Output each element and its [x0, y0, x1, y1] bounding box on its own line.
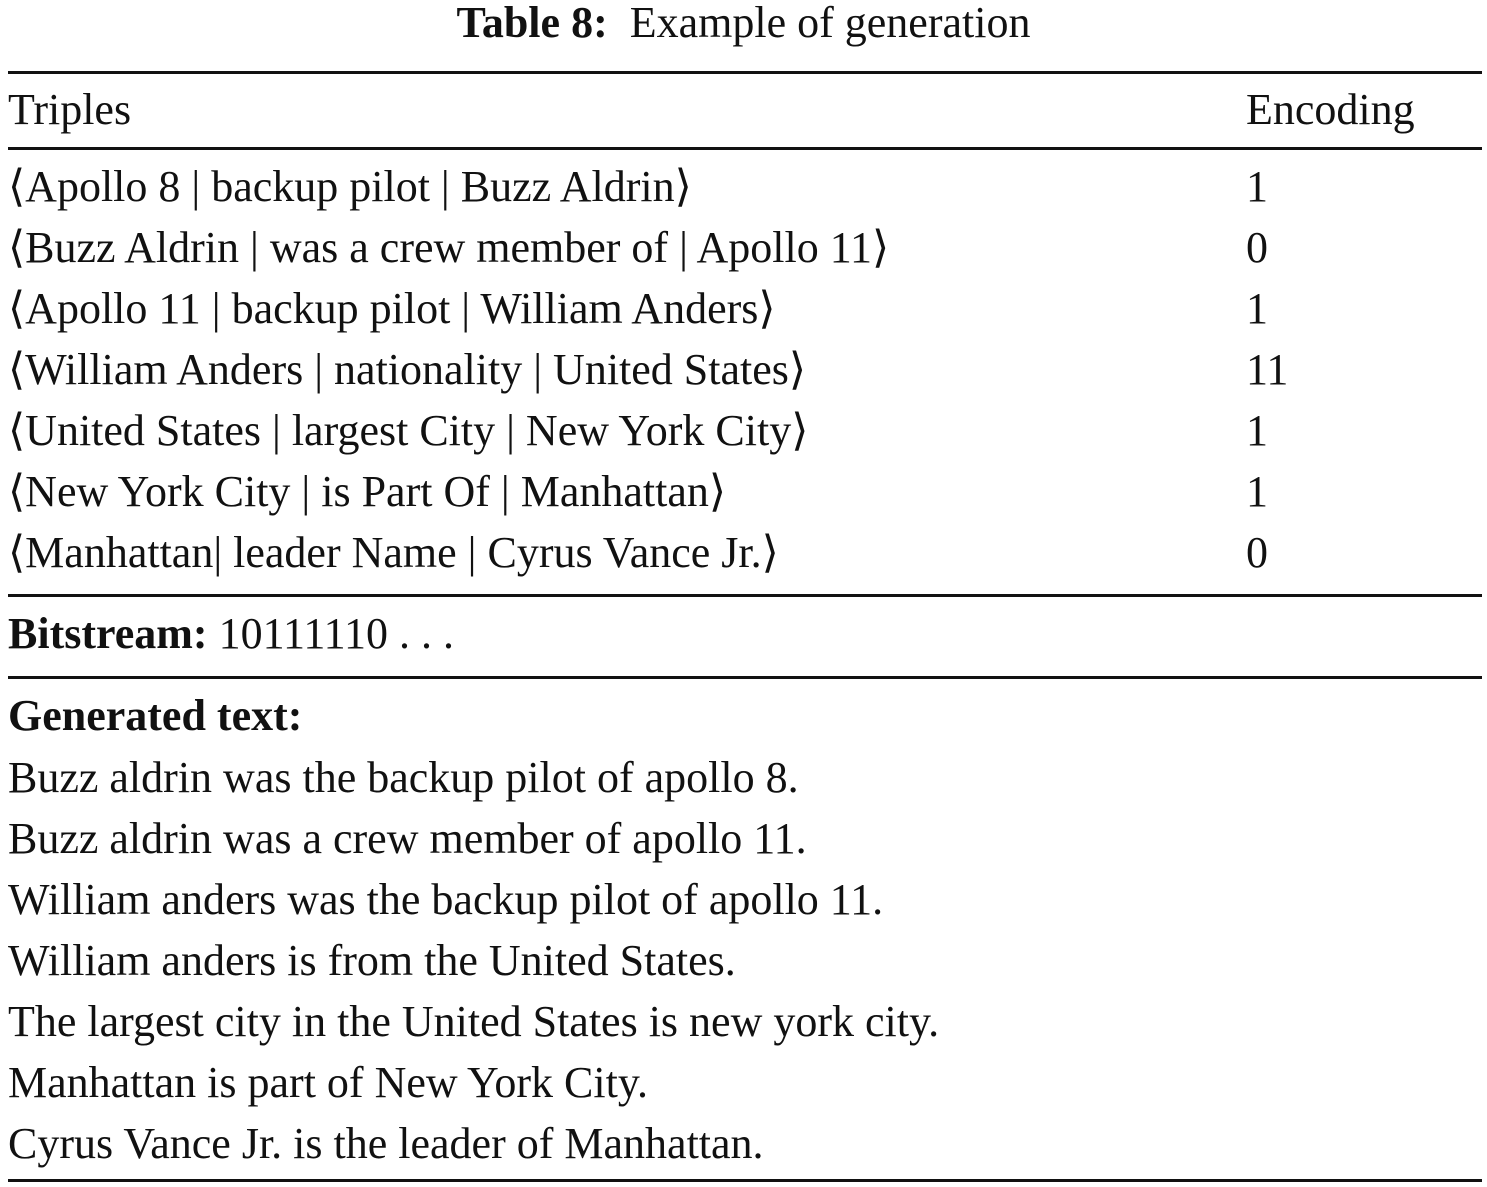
bitstream-content — [8, 604, 454, 664]
table-caption-label: Table 8: — [456, 0, 608, 47]
table-row — [8, 340, 1482, 400]
encoding-cell: 1 — [1246, 406, 1268, 455]
encoding-cell: 0 — [1246, 528, 1268, 577]
encoding-cell: 1 — [1246, 284, 1268, 333]
header-encoding: Encoding — [1246, 85, 1415, 134]
generated-line: Manhattan is part of New York City. — [8, 1058, 648, 1107]
table-row — [8, 157, 1482, 217]
header-rule — [8, 147, 1482, 150]
generated-line: William anders is from the United States. — [8, 936, 736, 985]
generated-line: William anders was the backup pilot of apollo 11. — [8, 875, 884, 924]
triple-cell: ⟨United States | largest City | New York City⟩ — [8, 406, 809, 455]
generated-top-rule — [8, 676, 1482, 679]
table-row — [8, 462, 1482, 522]
header-triples: Triples — [8, 85, 132, 134]
generated-line: Buzz aldrin was a crew member of apollo 11. — [8, 814, 807, 863]
bitstream-value: 10111110 . . . — [218, 609, 455, 658]
table-row — [8, 279, 1482, 339]
bitstream-row — [8, 604, 1482, 664]
bitstream-top-rule — [8, 594, 1482, 597]
table-caption — [0, 0, 1487, 50]
encoding-cell: 1 — [1246, 162, 1268, 211]
encoding-cell: 0 — [1246, 223, 1268, 272]
table-row — [8, 401, 1482, 461]
encoding-cell: 11 — [1246, 345, 1289, 394]
generated-line: Cyrus Vance Jr. is the leader of Manhattan. — [8, 1119, 764, 1168]
generated-line: The largest city in the United States is new york city. — [8, 997, 940, 1046]
encoding-cell: 1 — [1246, 467, 1268, 516]
bottom-rule — [8, 1179, 1482, 1182]
triple-cell: ⟨William Anders | nationality | United States⟩ — [8, 345, 807, 394]
triple-cell: ⟨New York City | is Part Of | Manhattan⟩ — [8, 467, 727, 516]
triple-cell: ⟨Apollo 8 | backup pilot | Buzz Aldrin⟩ — [8, 162, 692, 211]
table-header-row — [8, 80, 1482, 140]
triple-cell: ⟨Apollo 11 | backup pilot | William Anders⟩ — [8, 284, 776, 333]
table-row — [8, 523, 1482, 583]
bitstream-label: Bitstream: — [8, 609, 208, 658]
table-row — [8, 218, 1482, 278]
triple-cell: ⟨Buzz Aldrin | was a crew member of | Apollo 11⟩ — [8, 223, 890, 272]
top-rule — [8, 71, 1482, 74]
triple-cell: ⟨Manhattan| leader Name | Cyrus Vance Jr.⟩ — [8, 528, 779, 577]
generated-line: Buzz aldrin was the backup pilot of apollo 8. — [8, 753, 799, 802]
table-caption-text: Example of generation — [629, 0, 1031, 47]
generated-label: Generated text: — [8, 691, 303, 740]
